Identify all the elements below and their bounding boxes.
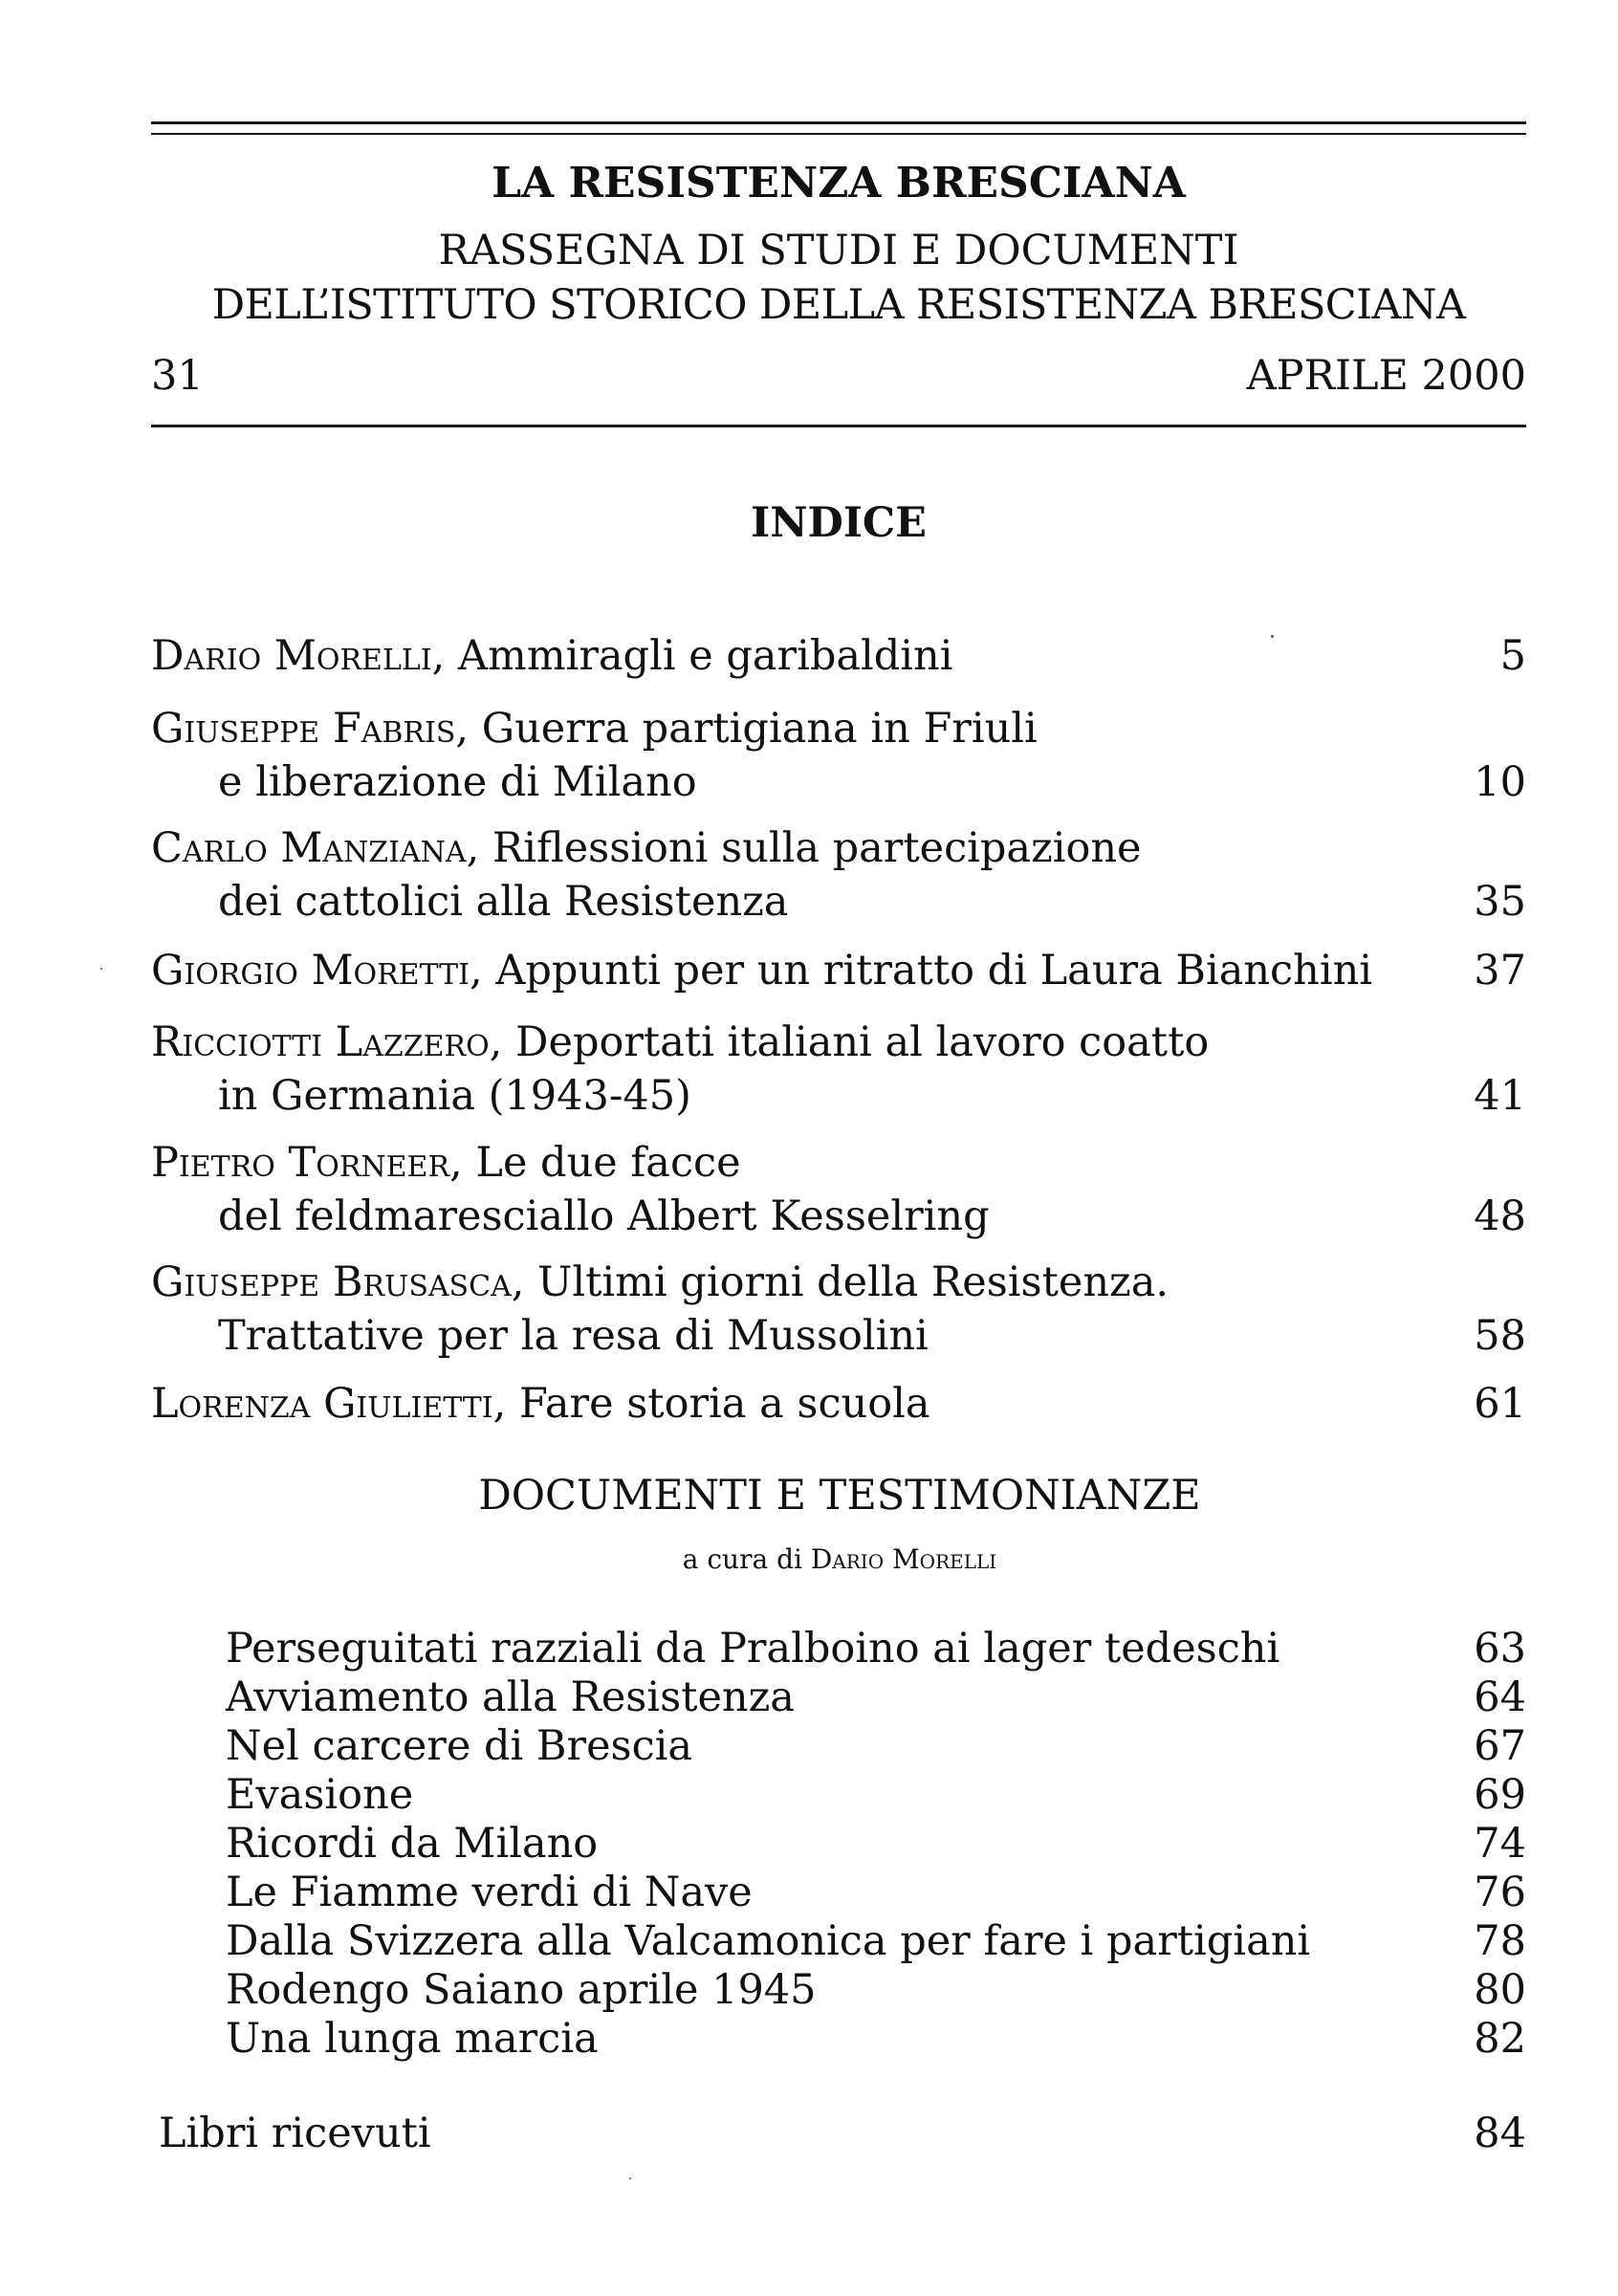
document-item — [226, 1965, 1526, 2015]
entry-page: 61 — [1474, 1380, 1526, 1428]
document-item — [226, 1916, 1526, 1966]
entry-title-continued: in Germania (1943-45) — [218, 1072, 691, 1120]
document-page: 63 — [1474, 1625, 1526, 1673]
journal-subtitle-line2: DELL’ISTITUTO STORICO DELLA RESISTENZA BRESCIANA — [211, 281, 1466, 329]
document-page: 64 — [1474, 1673, 1526, 1721]
entry-page: 10 — [1474, 758, 1526, 806]
books-received-label: Libri ricevuti — [159, 2110, 431, 2157]
index-page: LA RESISTENZA BRESCIANA RASSEGNA DI STUDI E DOCUMENTI DELL’ISTITUTO STORICO DELLA RESISTENZA BRESCIANA 31 APRILE 2000 INDICE Dario Morelli, Ammiragli e garibaldini 5 Giuseppe Fabris, Guerra partigiana in Friuli e liberazione di Milano 10 Carlo Manziana, Riflessioni sulla partecipazione dei cattolici alla Resistenza 35 Giorgio Moretti, Appunti per un ritratto di Laura Bianchini 37 Ricciotti Lazzero, Deportati italiani al lavoro coatto in Germania (1943-45) 41 Pietro Torneer, Le due facce del feldmaresciallo Albert Kesselring 48 Giuseppe Brusasca, Ultimi giorni della Resistenza. Trattative per la resa di Mussolini 58 Lorenza Giulietti, Fare storia a scuola 61 DOCUMENTI E TESTIMONIANZE a cura di Dario Morelli Perseguitati razziali da Pralboino ai lager tedeschi 63 Avviamento alla Resistenza 64 Nel carcere di Brescia 67 Evasione 69 Ricordi da Milano 74 Le Fiamme verdi di Nave 76 Dalla Svizzera alla Valcamonica per fare i partigiani 78 Rodengo Saiano aprile 1945 80 Una lunga marcia 82 Libri ricevuti 84 — [0, 0, 1618, 2296]
documents-curator-line — [304, 1542, 1375, 1577]
document-title: Perseguitati razziali da Pralboino ai lager tedeschi — [226, 1625, 1280, 1673]
curator-name: Dario Morelli — [810, 1543, 997, 1575]
document-page: 76 — [1474, 1869, 1526, 1916]
entry-page: 37 — [1474, 947, 1526, 995]
entry-author: Giuseppe Fabris — [151, 705, 456, 753]
entry-title-continued: e liberazione di Milano — [218, 758, 697, 806]
entry-title: Guerra partigiana in Friuli — [481, 705, 1038, 753]
journal-title: LA RESISTENZA BRESCIANA — [492, 159, 1186, 208]
entry-author: Carlo Manziana — [151, 824, 467, 872]
entry-page: 35 — [1474, 878, 1526, 926]
print-speck — [100, 968, 102, 970]
entry-page: 41 — [1474, 1072, 1526, 1120]
print-speck — [629, 2177, 631, 2179]
document-title: Rodengo Saiano aprile 1945 — [226, 1966, 817, 2014]
journal-subtitle-line1: RASSEGNA DI STUDI E DOCUMENTI — [438, 227, 1239, 274]
books-received-page: 84 — [1474, 2110, 1526, 2157]
document-page: 80 — [1474, 1966, 1526, 2014]
document-page: 78 — [1474, 1917, 1526, 1965]
entry-author: Dario Morelli — [151, 632, 432, 680]
entry-title: Ammiragli e garibaldini — [458, 632, 953, 680]
entry-author: Giuseppe Brusasca — [151, 1258, 512, 1306]
entry-title-continued: Trattative per la resa di Mussolini — [218, 1312, 929, 1360]
header-bottom-rule — [151, 425, 1526, 427]
entry-title: Riflessioni sulla partecipazione — [492, 824, 1142, 872]
document-title: Le Fiamme verdi di Nave — [226, 1869, 753, 1916]
document-item — [226, 1624, 1526, 1673]
document-page: 69 — [1474, 1771, 1526, 1819]
entry-title-continued: dei cattolici alla Resistenza — [218, 878, 789, 926]
issue-number: 31 — [151, 352, 204, 400]
entry-author: Lorenza Giulietti — [151, 1380, 493, 1428]
document-title: Avviamento alla Resistenza — [226, 1673, 795, 1721]
document-page: 74 — [1474, 1820, 1526, 1868]
entry-title: Deportati italiani al lavoro coatto — [515, 1018, 1210, 1066]
print-speck — [1271, 635, 1274, 638]
entry-title: Fare storia a scuola — [519, 1380, 930, 1428]
document-item — [226, 1721, 1526, 1771]
entry-title: Ultimi giorni della Resistenza. — [537, 1258, 1170, 1306]
issue-date: APRILE 2000 — [1246, 352, 1526, 400]
entry-author: Ricciotti Lazzero — [151, 1018, 490, 1066]
entry-page: 48 — [1474, 1192, 1526, 1240]
document-item — [226, 1868, 1526, 1917]
top-rule-inner — [151, 133, 1526, 135]
entry-title-continued: del feldmaresciallo Albert Kesselring — [218, 1192, 990, 1240]
entry-title: Le due facce — [475, 1139, 741, 1187]
document-title: Dalla Svizzera alla Valcamonica per fare i partigiani — [226, 1917, 1311, 1965]
curator-prefix: a cura di — [682, 1543, 802, 1575]
document-page: 67 — [1474, 1722, 1526, 1770]
document-item — [226, 2014, 1526, 2064]
top-rule-outer — [151, 121, 1526, 124]
entry-page: 58 — [1474, 1312, 1526, 1360]
document-page: 82 — [1474, 2015, 1526, 2063]
entry-title: Appunti per un ritratto di Laura Bianchini — [495, 947, 1373, 995]
entry-page: 5 — [1499, 632, 1526, 680]
documents-heading: DOCUMENTI E TESTIMONIANZE — [478, 1472, 1201, 1520]
document-title: Evasione — [226, 1771, 414, 1819]
document-item — [226, 1673, 1526, 1722]
document-title: Ricordi da Milano — [226, 1820, 599, 1868]
entry-author: Pietro Torneer — [151, 1139, 450, 1187]
entry-author: Giorgio Moretti — [151, 947, 470, 995]
index-title: INDICE — [751, 499, 927, 547]
document-item — [226, 1819, 1526, 1869]
document-title: Una lunga marcia — [226, 2015, 599, 2063]
document-title: Nel carcere di Brescia — [226, 1722, 693, 1770]
document-item — [226, 1770, 1526, 1820]
